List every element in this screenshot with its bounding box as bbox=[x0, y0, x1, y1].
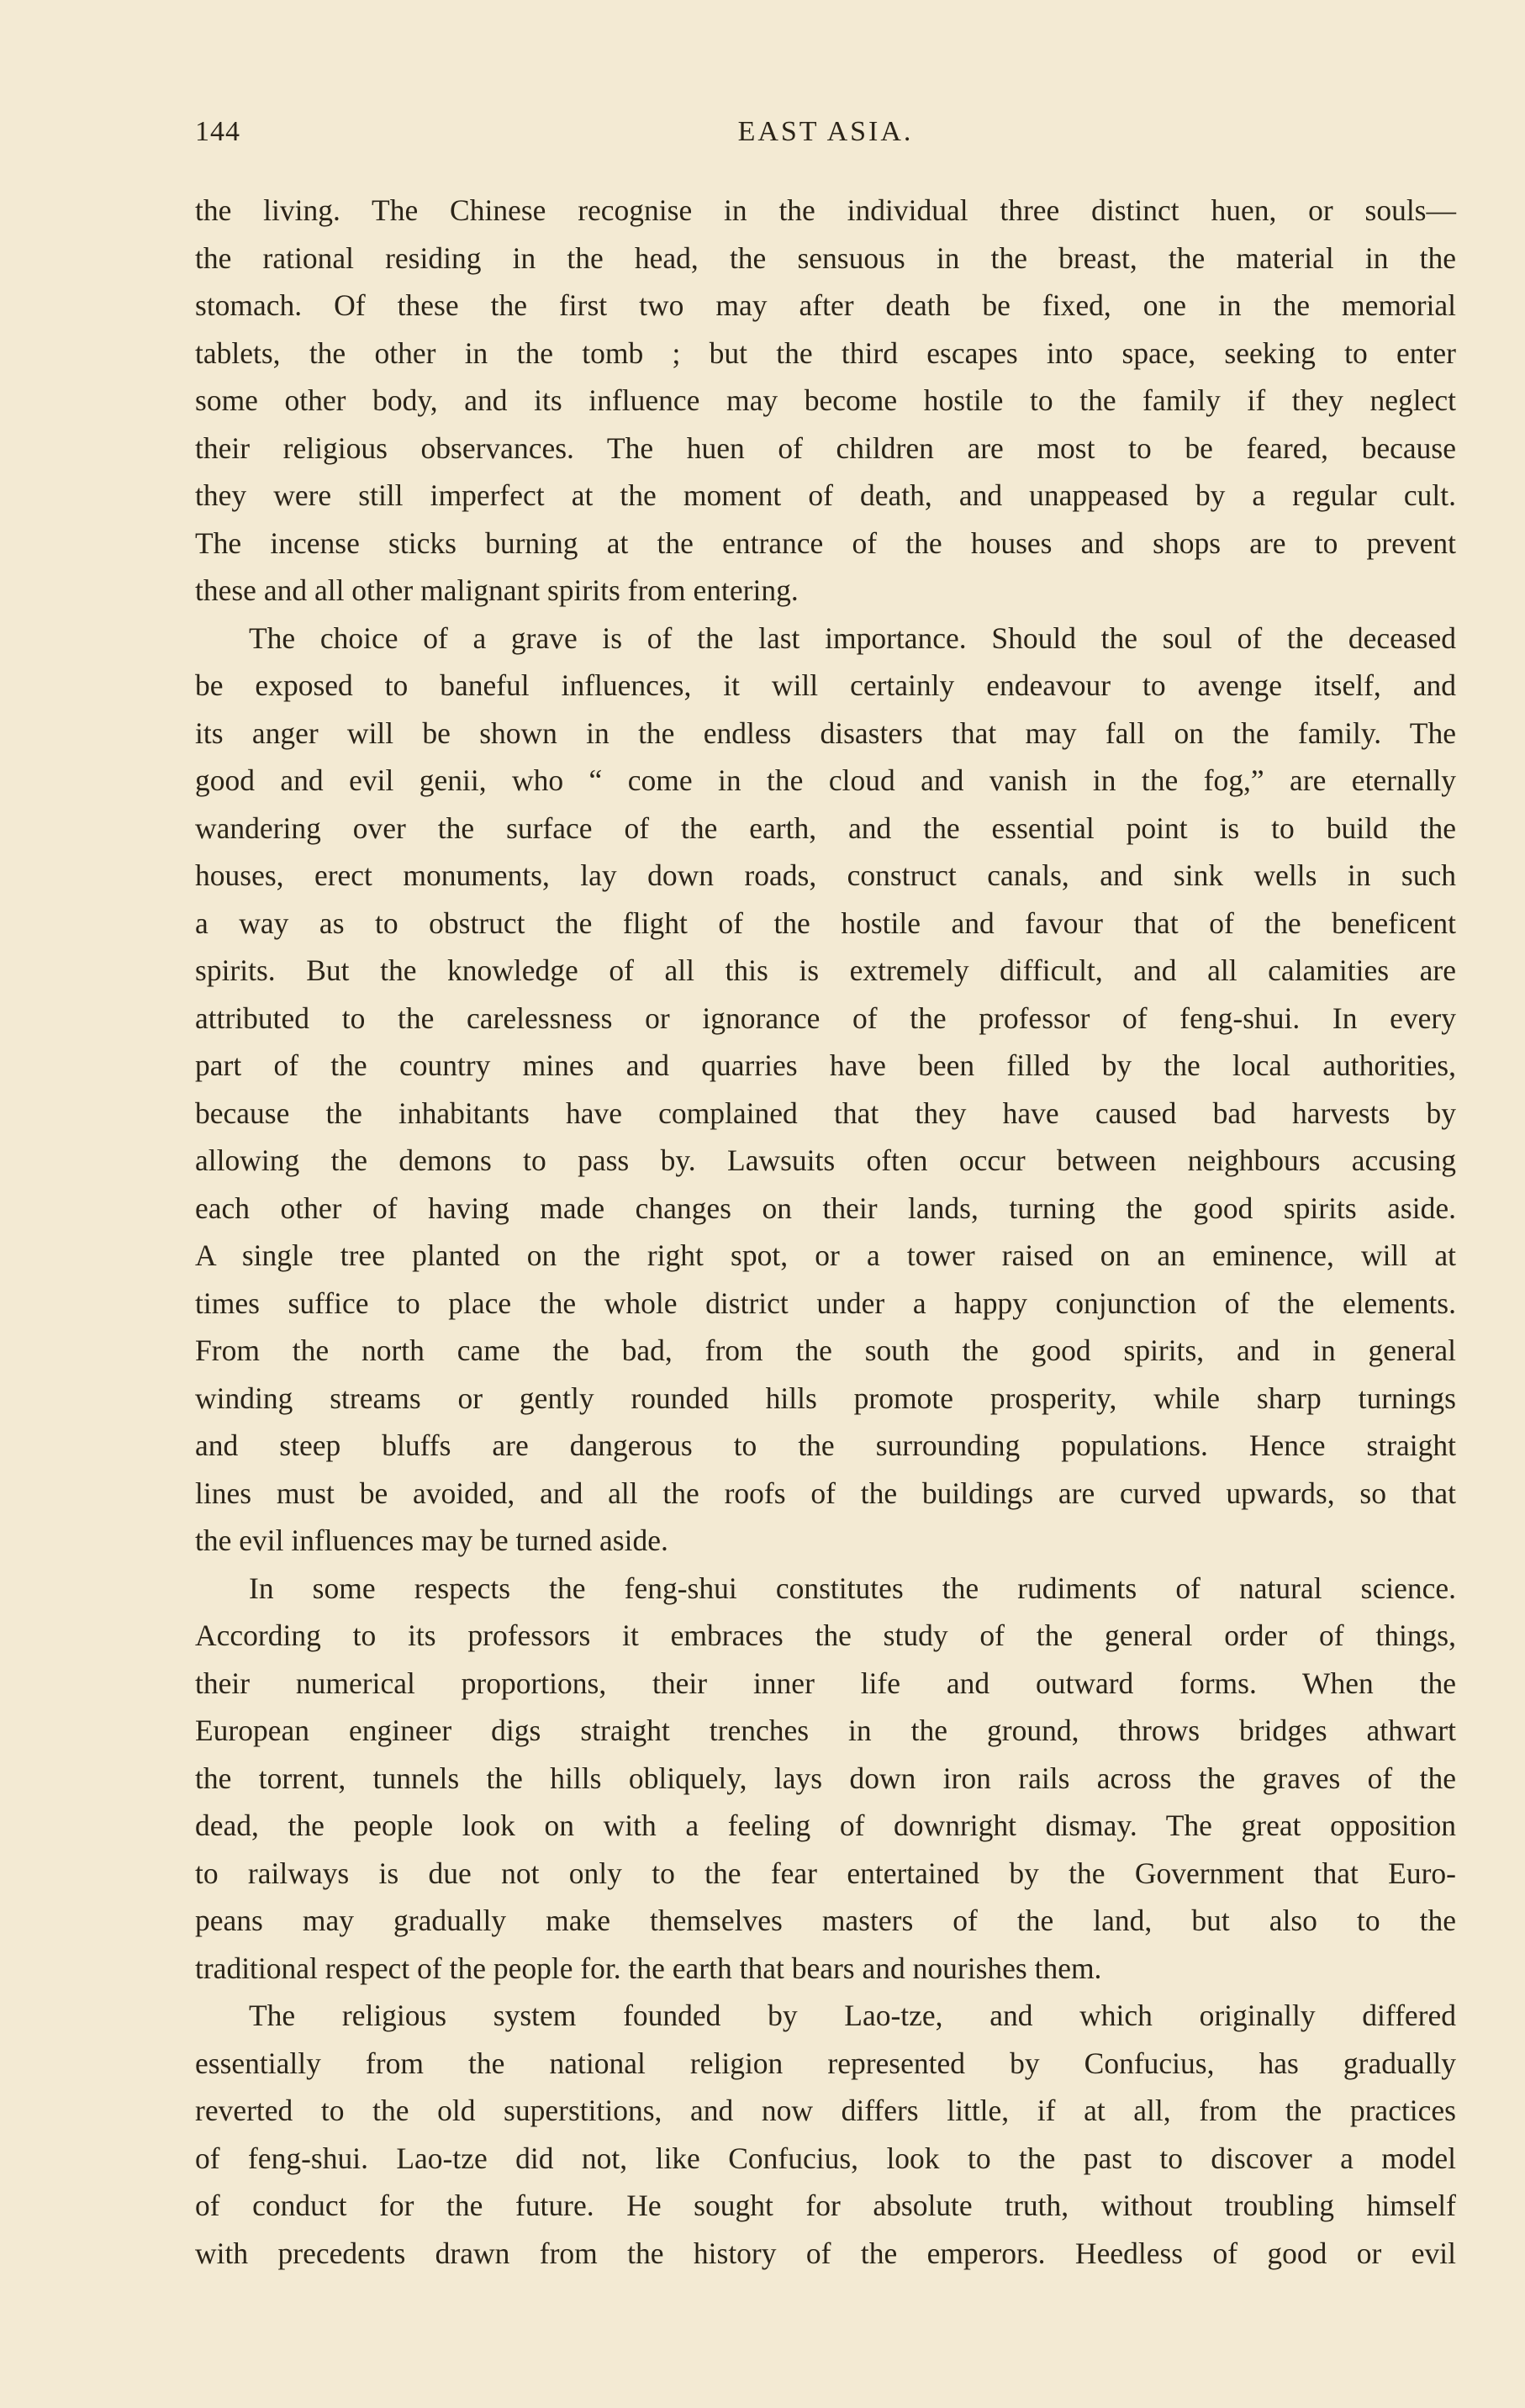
text-line: From the north came the bad, from the south the good spirits, and in general bbox=[195, 1333, 1456, 1367]
text-line: European engineer digs straight trenches in the ground, throws bridges athwart bbox=[195, 1714, 1456, 1747]
text-line: peans may gradually make themselves masters of the land, but also to the bbox=[195, 1904, 1456, 1937]
text-line: each other of having made changes on their lands, turning the good spirits aside. bbox=[195, 1191, 1456, 1225]
text-line: because the inhabitants have complained that they have caused bad harvests by bbox=[195, 1096, 1456, 1130]
text-line: a way as to obstruct the flight of the hostile and favour that of the beneficent bbox=[195, 906, 1456, 940]
text-line: the torrent, tunnels the hills obliquely, lays down iron rails across the graves of the bbox=[195, 1761, 1456, 1795]
body-text bbox=[195, 187, 1456, 2277]
text-line: traditional respect of the people for. the earth that bears and nourishes them. bbox=[195, 1951, 1102, 1985]
text-line: spirits. But the knowledge of all this is extremely difficult, and all calamities are bbox=[195, 953, 1456, 987]
text-line: with precedents drawn from the history of the emperors. Heedless of good or evil bbox=[195, 2236, 1456, 2270]
text-line: good and evil genii, who “ come in the cloud and vanish in the fog,” are eternally bbox=[195, 763, 1456, 797]
text-line: lines must be avoided, and all the roofs of the buildings are curved upwards, so that bbox=[195, 1476, 1456, 1510]
page-number: 144 bbox=[195, 116, 240, 147]
text-line: of conduct for the future. He sought for absolute truth, without troubling himself bbox=[195, 2189, 1456, 2222]
text-line: stomach. Of these the first two may after death be fixed, one in the memorial bbox=[195, 288, 1456, 322]
text-line: the rational residing in the head, the sensuous in the breast, the material in the bbox=[195, 240, 1456, 275]
text-line: the evil influences may be turned aside. bbox=[195, 1523, 668, 1557]
text-line: allowing the demons to pass by. Lawsuits often occur between neighbours accusing bbox=[195, 1143, 1456, 1177]
text-line: their religious observances. The huen of children are most to be feared, because bbox=[195, 430, 1456, 465]
text-line: tablets, the other in the tomb ; but the third escapes into space, seeking to enter bbox=[195, 335, 1456, 370]
text-line: winding streams or gently rounded hills promote prosperity, while sharp turnings bbox=[195, 1381, 1456, 1415]
text-line: of feng-shui. Lao-tze did not, like Confucius, look to the past to discover a model bbox=[195, 2141, 1456, 2175]
text-line: The incense sticks burning at the entrance of the houses and shops are to prevent bbox=[195, 525, 1456, 560]
text-line: their numerical proportions, their inner life and outward forms. When the bbox=[195, 1666, 1456, 1700]
paragraph-start-line: In some respects the feng-shui constitutes the rudiments of natural science. bbox=[249, 1571, 1456, 1605]
text-line: attributed to the carelessness or ignorance of the professor of feng-shui. In every bbox=[195, 1001, 1456, 1035]
text-line: part of the country mines and quarries have been filled by the local authorities, bbox=[195, 1048, 1456, 1082]
text-line: these and all other malignant spirits from entering. bbox=[195, 573, 799, 607]
text-line: they were still imperfect at the moment of death, and unappeased by a regular cult. bbox=[195, 478, 1456, 512]
text-line: the living. The Chinese recognise in the individual three distinct huen, or souls— bbox=[195, 193, 1456, 227]
text-line: dead, the people look on with a feeling of downright dismay. The great opposition bbox=[195, 1809, 1456, 1842]
text-line: According to its professors it embraces the study of the general order of things, bbox=[195, 1619, 1456, 1652]
text-line: and steep bluffs are dangerous to the surrounding populations. Hence straight bbox=[195, 1428, 1456, 1462]
text-line: to railways is due not only to the fear entertained by the Government that Euro- bbox=[195, 1856, 1456, 1890]
text-line: its anger will be shown in the endless disasters that may fall on the family. The bbox=[195, 716, 1456, 750]
text-line: be exposed to baneful influences, it will certainly endeavour to avenge itself, and bbox=[195, 668, 1456, 702]
paragraph-start-line: The religious system founded by Lao-tze, and which originally differed bbox=[249, 1999, 1456, 2032]
text-line: reverted to the old superstitions, and now differs little, if at all, from the practices bbox=[195, 2094, 1456, 2127]
text-line: times suffice to place the whole district under a happy conjunction of the elements. bbox=[195, 1286, 1456, 1320]
page-header bbox=[195, 116, 1456, 158]
text-line: houses, erect monuments, lay down roads, construct canals, and sink wells in such bbox=[195, 858, 1456, 892]
text-line: wandering over the surface of the earth, and the essential point is to build the bbox=[195, 811, 1456, 845]
paragraph-start-line: The choice of a grave is of the last importance. Should the soul of the deceased bbox=[249, 620, 1456, 655]
running-title: EAST ASIA. bbox=[737, 116, 914, 147]
text-line: essentially from the national religion represented by Confucius, has gradually bbox=[195, 2046, 1456, 2080]
text-line: A single tree planted on the right spot, or a tower raised on an eminence, will at bbox=[195, 1238, 1456, 1272]
text-line: some other body, and its influence may become hostile to the family if they neglect bbox=[195, 383, 1456, 417]
